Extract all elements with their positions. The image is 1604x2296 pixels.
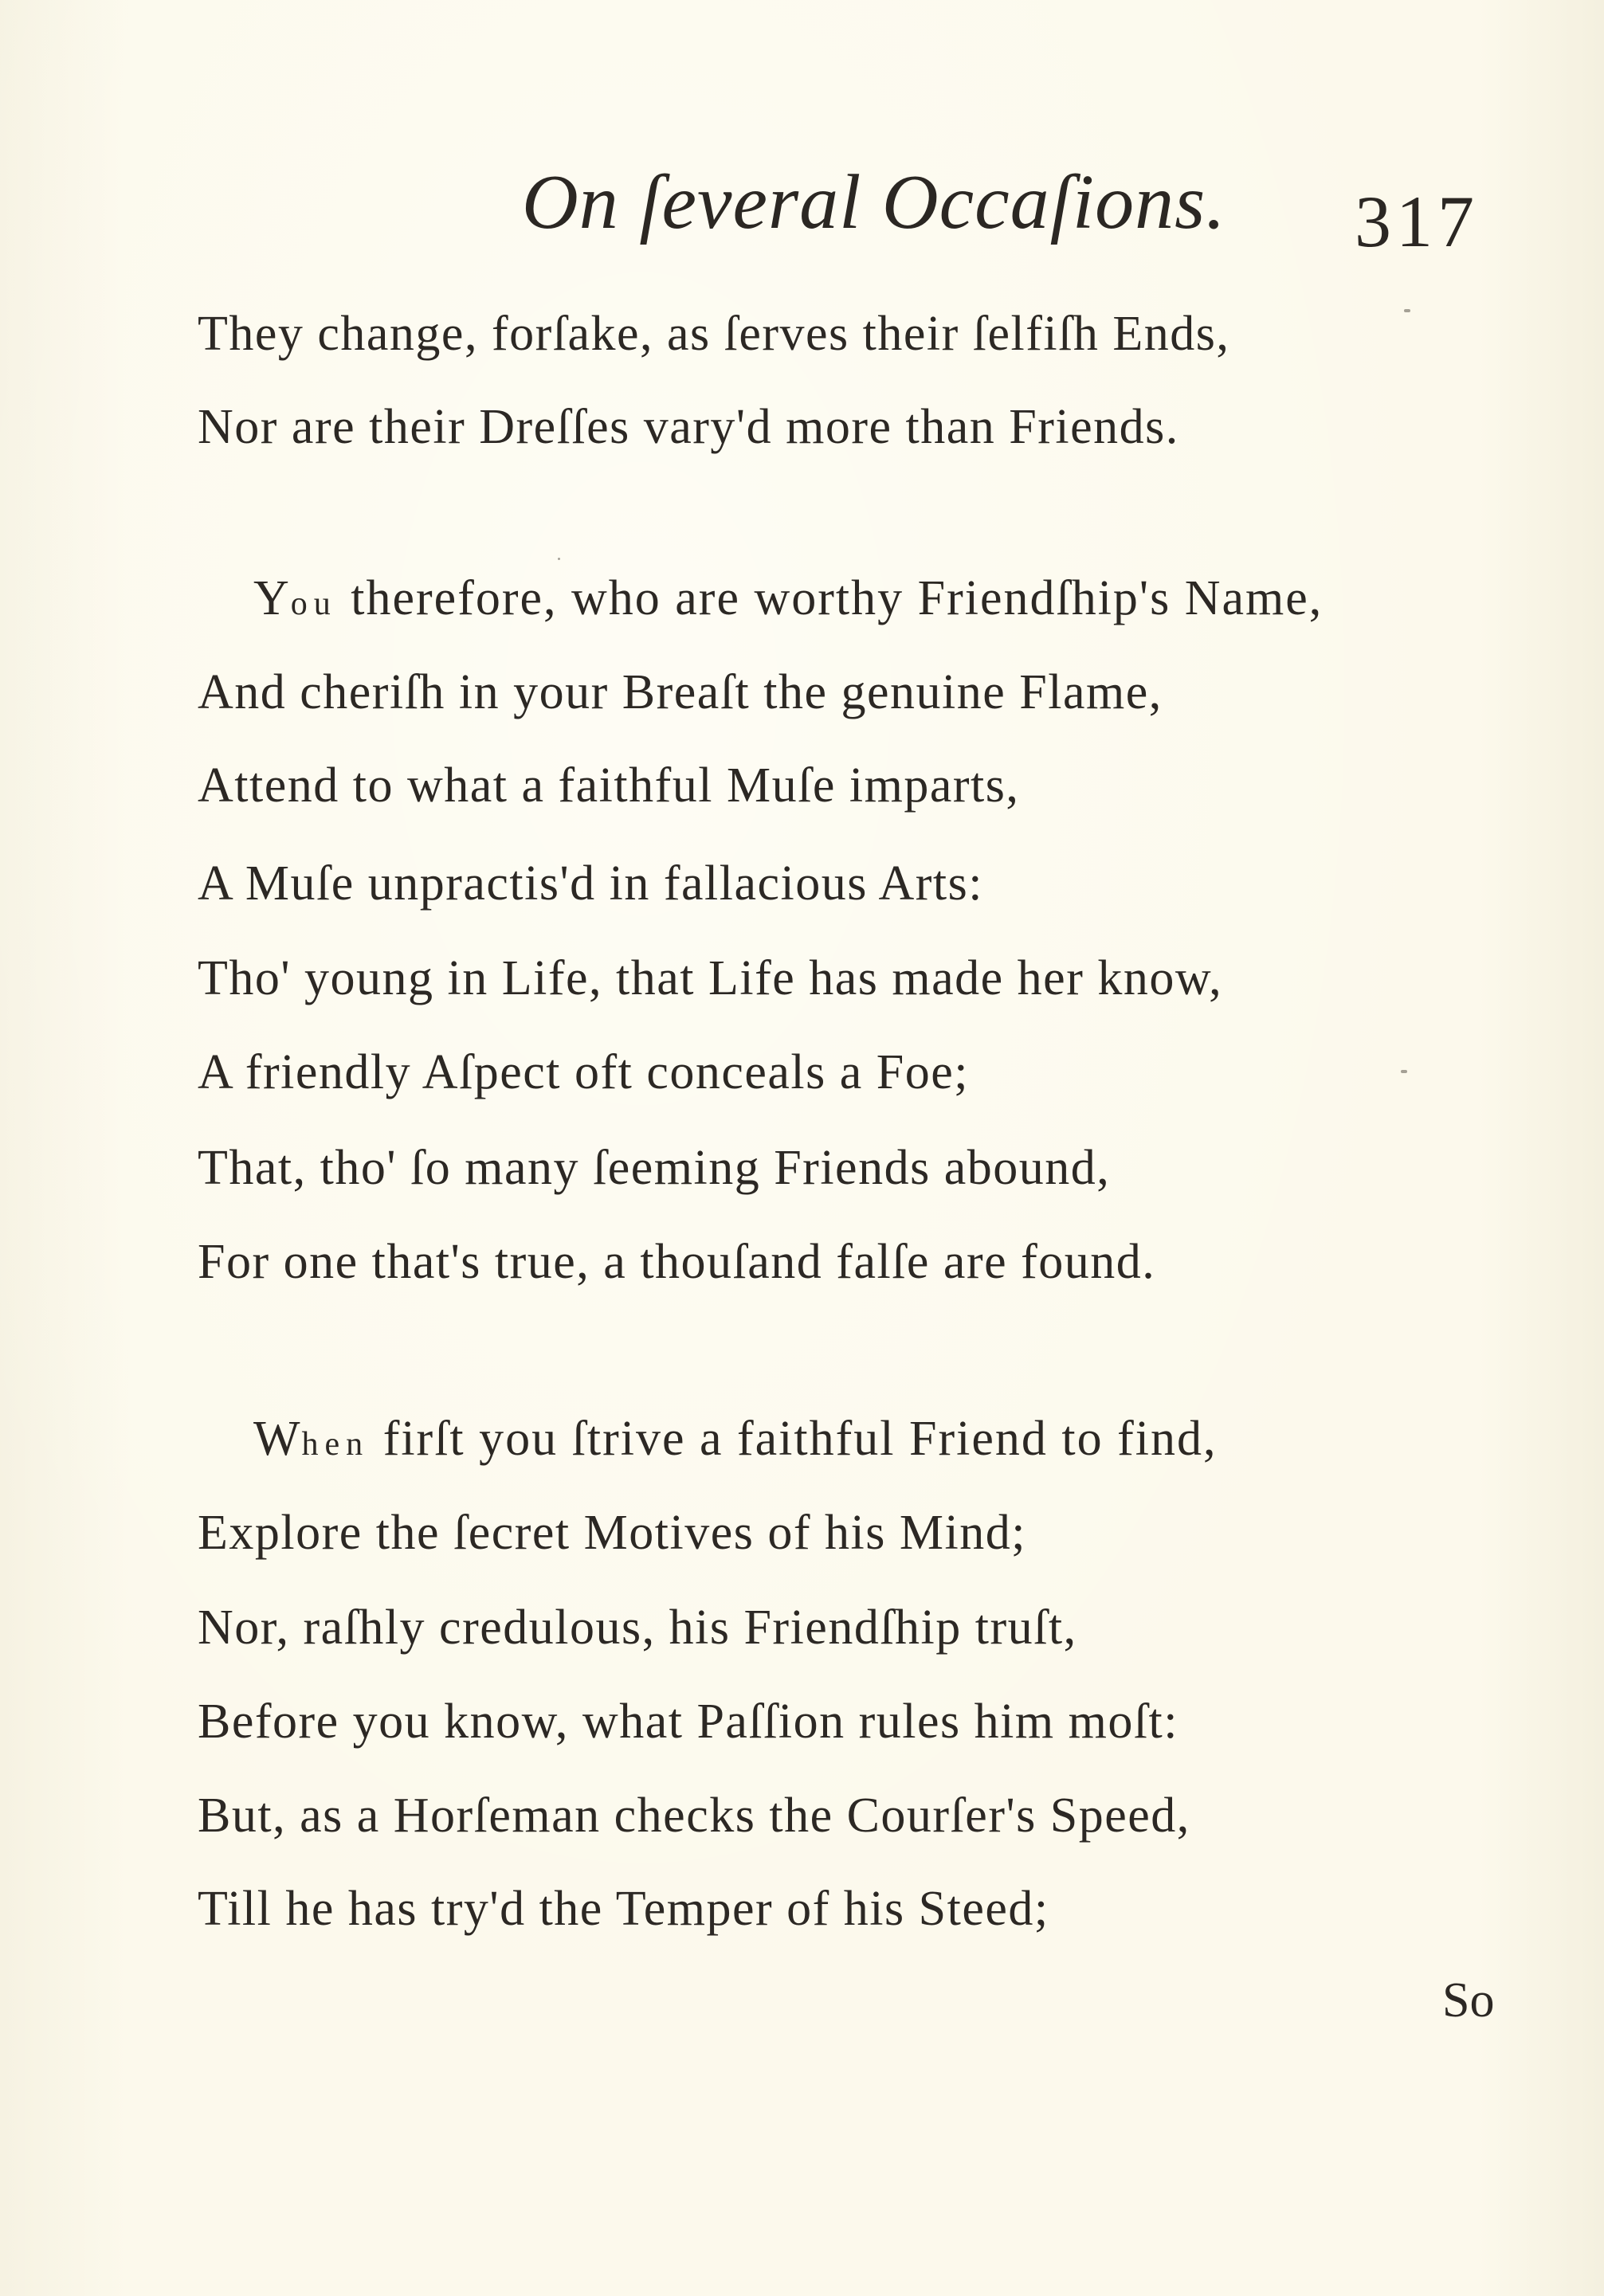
- verse-line: Till he has try'd the Temper of his Steed;: [198, 1882, 1049, 1936]
- verse-line-first: [253, 571, 1324, 625]
- verse-line: A Muſe unpractis'd in fallacious Arts:: [198, 856, 983, 911]
- verse-line: Nor, raſhly credulous, his Friendſhip truſt,: [198, 1601, 1077, 1655]
- small-caps-word: ou: [290, 586, 337, 622]
- verse-line: Tho' young in Life, that Life has made her know,: [198, 951, 1223, 1005]
- verse-line: For one that's true, a thouſand falſe are found.: [198, 1235, 1156, 1289]
- catchword: So: [1442, 1973, 1495, 2028]
- ink-speck: [1401, 1070, 1407, 1073]
- verse-line: That, tho' ſo many ſeeming Friends abound,: [198, 1141, 1111, 1195]
- verse-line: Before you know, what Paſſion rules him moſt:: [198, 1695, 1178, 1749]
- ink-speck: [1404, 309, 1410, 312]
- ink-speck: [558, 558, 560, 560]
- verse-line: Explore the ſecret Motives of his Mind;: [198, 1506, 1026, 1560]
- page-number: 317: [1355, 181, 1479, 262]
- verse-line: But, as a Horſeman checks the Courſer's Speed,: [198, 1789, 1190, 1843]
- verse-line: And cheriſh in your Breaſt the genuine Flame,: [198, 665, 1163, 719]
- verse-line: Nor are their Dreſſes vary'd more than Friends.: [198, 400, 1179, 454]
- drop-cap-letter: W: [253, 1412, 302, 1466]
- verse-line: They change, forſake, as ſerves their ſelfiſh Ends,: [198, 307, 1230, 361]
- verse-line: A friendly Aſpect oft conceals a Foe;: [198, 1045, 970, 1099]
- running-title: On ſeveral Occaſions.: [522, 159, 1226, 245]
- verse-line-first: [253, 1412, 1218, 1466]
- small-caps-word: hen: [301, 1426, 370, 1463]
- verse-line-rest: firſt you ſtrive a faithful Friend to find,: [369, 1412, 1218, 1466]
- drop-cap-letter: Y: [253, 571, 291, 625]
- verse-line-rest: therefore, who are worthy Friendſhip's Name,: [336, 571, 1324, 625]
- verse-line: Attend to what a faithful Muſe imparts,: [198, 758, 1020, 813]
